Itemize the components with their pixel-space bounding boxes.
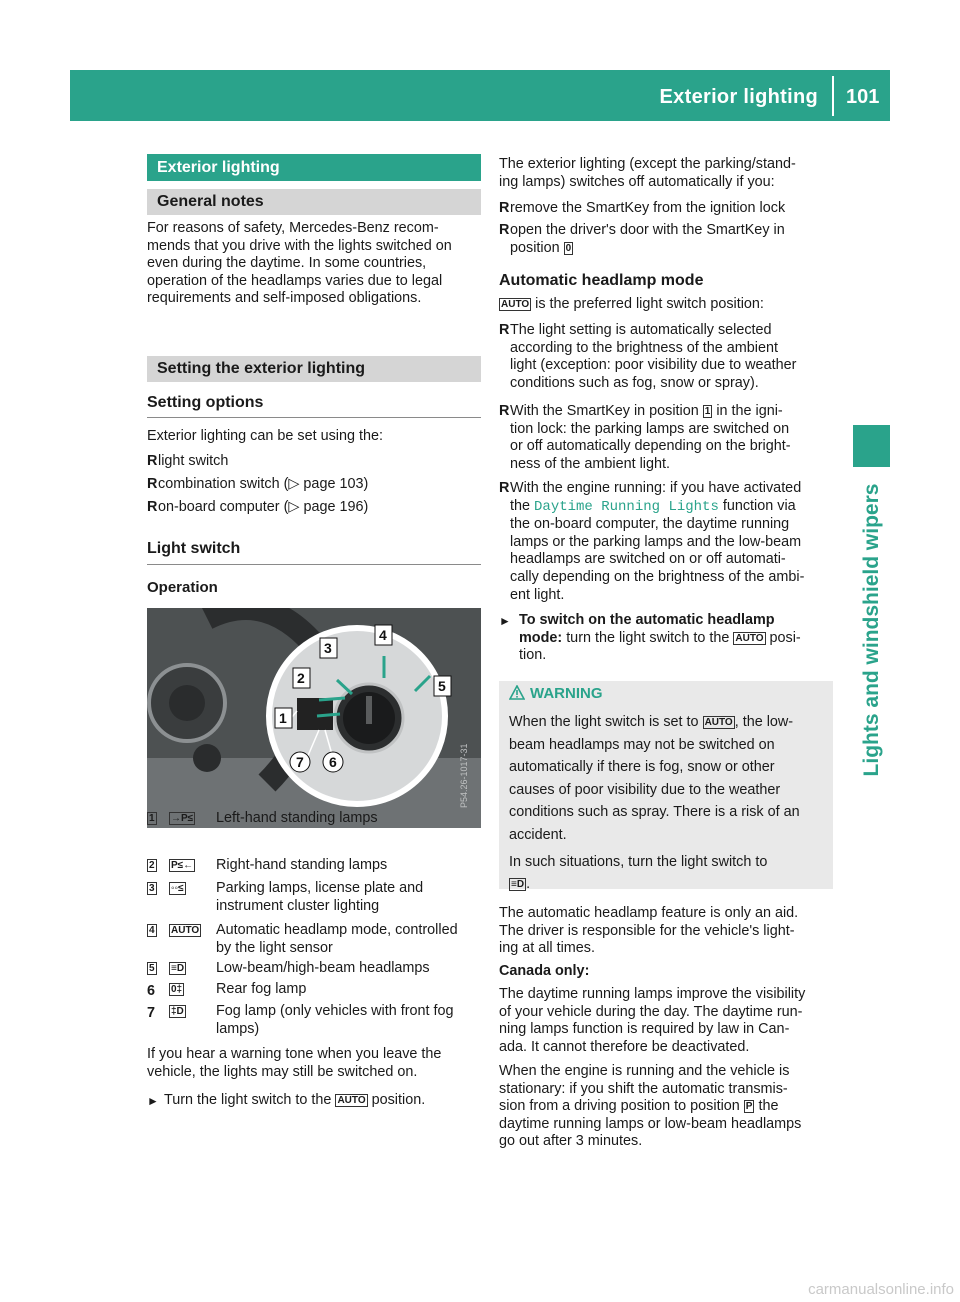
page-number: 101 [846,86,880,108]
list-item: R combination switch (▷ page 103) [147,476,369,492]
section-title: Exterior lighting [147,154,481,181]
list-item: R remove the SmartKey from the ignition lock [499,200,786,216]
warning-triangle-icon [509,685,525,704]
operation-title: Operation [147,579,218,596]
list-item: R light switch [147,453,229,469]
canada-text: The daytime running lamps improve the visibility of your vehicle during the day. The daytime run- ning lamps function is required by law in Can- ada. It cannot therefore be deactivated. [499,986,806,1055]
legend-item: 2 P≤← Right-hand standing lamps [149,857,388,873]
canada-title: Canada only: [499,963,590,979]
legend-item: 6 0‡ Rear fog lamp [147,981,307,999]
svg-text:2: 2 [297,670,305,686]
legend-item: 7 ‡D Fog lamp (only vehicles with front fog lamps) [147,1003,454,1037]
svg-text:3: 3 [324,640,332,656]
legend-item: 5 ≡D Low-beam/high-beam headlamps [149,960,430,976]
setting-title: Setting the exterior lighting [147,356,481,382]
figure-code: P54.26-1017-31 [459,743,469,808]
setting-options-title: Setting options [147,394,264,411]
instruction-arrow-icon: ► [147,1094,159,1108]
svg-text:4: 4 [379,627,387,643]
list-item: R With the engine running: if you have activated the Daytime Running Lights function via the on-board computer, the daytime running lamps or the parking lamps and the low-beam headlamps are switched on or off automati- cally depending on the brightness of the ambi- ent light. [499,480,805,603]
auto-off-intro: The exterior lighting (except the parking/stand- ing lamps) switches off automatically if you: [499,156,796,190]
instruction-arrow-icon: ► [499,614,511,628]
legend-item: 4 AUTO Automatic headlamp mode, controlled by the light sensor [149,922,458,956]
general-notes-text: For reasons of safety, Mercedes-Benz recom- mends that you drive with the lights switched on even during the daytime. In some countries, operation of the headlamps varies due to legal requirements and self-imposed obligations. [147,220,452,307]
turn-instruction: ► Turn the light switch to the AUTO position. [147,1092,487,1110]
list-item: R With the SmartKey in position 1 in the igni- tion lock: the parking lamps are switched on or off automatically depending on the bright- ness of the ambient light. [499,403,791,472]
chapter-tab-marker [853,425,890,467]
legend-item: 3 ◦◦≤ Parking lamps, license plate and instrument cluster lighting [149,880,424,914]
warning-tone-text: If you hear a warning tone when you leave the vehicle, the lights may still be switched on. [147,1046,442,1080]
divider [147,564,481,565]
svg-text:7: 7 [296,754,304,770]
light-switch-figure [147,608,481,828]
switch-on-instruction: ► To switch on the automatic headlamp mode: turn the light switch to the AUTO posi- tion. [499,612,801,664]
daytime-running-lights-term: Daytime Running Lights [534,498,719,515]
svg-text:6: 6 [329,754,337,770]
svg-text:1: 1 [279,710,287,726]
legend-item: 1 →P≤ Left-hand standing lamps [149,810,378,826]
list-item: R The light setting is automatically selected according to the brightness of the ambient light (exception: poor visibility due to weather conditions such as fog, snow or spray). [499,322,797,391]
light-switch-title: Light switch [147,540,241,557]
list-item: R on-board computer (▷ page 196) [147,499,369,515]
stationary-text: When the engine is running and the vehicle is stationary: if you shift the automatic transmis- sion from a driving position to position P the daytime running lamps or low-beam headlamps go out after 3 minutes. [499,1063,802,1150]
chapter-tab-label: Lights and windshield wipers [860,483,883,776]
aid-text: The automatic headlamp feature is only an aid. The driver is responsible for the vehicle's light- ing at all times. [499,905,799,957]
divider [147,417,481,418]
general-notes-title: General notes [147,189,481,215]
list-item: R open the driver's door with the SmartKey in position 0 [499,222,785,256]
header-title: Exterior lighting [659,86,818,108]
svg-text:5: 5 [438,678,446,694]
auto-preferred: AUTO is the preferred light switch position: [501,296,764,312]
warning-text: When the light switch is set to AUTO , the low- beam headlamps may not be switched on automatically if there is fog, snow or other causes of poor visibility due to the weather conditions such as spray. There is a risk of an accident. In such situations, turn the light switch to ≡D . [509,714,800,893]
light-switch-illustration [147,608,481,828]
options-intro: Exterior lighting can be set using the: [147,428,383,444]
auto-mode-title: Automatic headlamp mode [499,272,704,289]
header-separator [832,76,834,116]
watermark: carmanualsonline.info [808,1281,954,1298]
